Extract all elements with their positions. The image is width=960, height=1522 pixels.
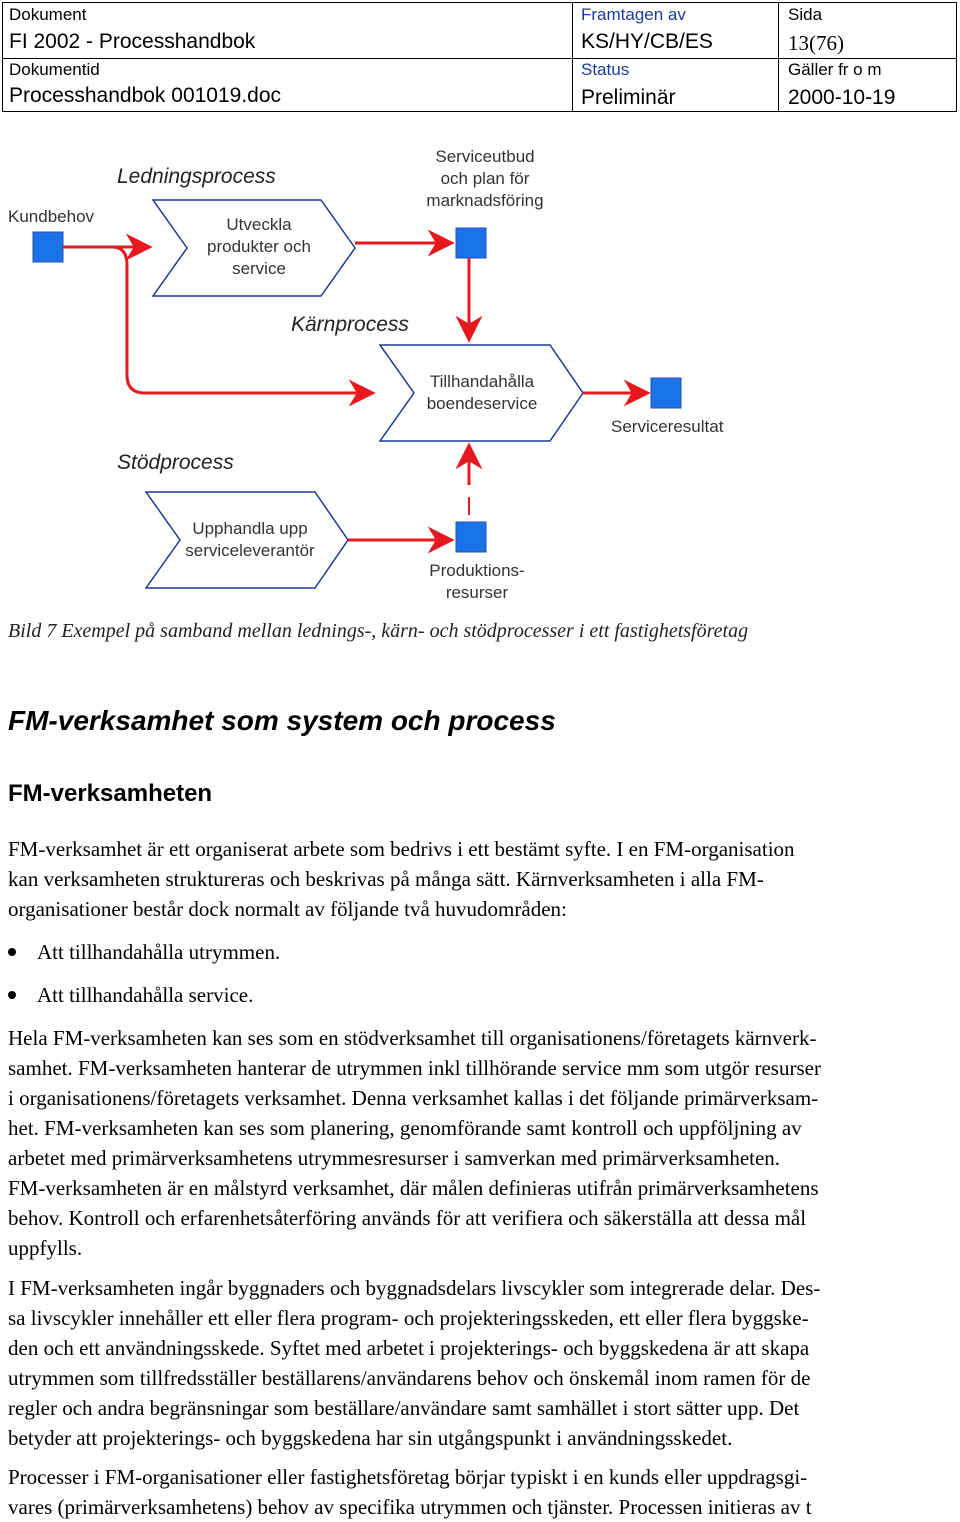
list-item: Att tillhandahålla utrymmen. <box>8 937 280 967</box>
paragraph-2: Hela FM-verksamheten kan ses som en stödverksamhet till organisationens/företagets kärnverk- samhet. FM-verksamheten hanterar de utrymmen inkl tillhörande service mm som utgör resurser i organisationens/företagets verksamhet. Denna verksamhet kallas i det följande primärverksam- het. FM-verksamheten kan ses som planering, genomförande samt kontroll och uppföljning av arbetet med primärverksamhetens utrymmesresurser i samverkan med primärverksamheten. FM-verksamheten är en målstyrd verksamhet, där målen definieras utifrån primärverksamhetens behov. Kontroll och erfarenhetsåterföring används för att verifiera och säkerställa att dessa mål uppfylls. <box>8 1026 821 1260</box>
paragraph-1: FM-verksamhet är ett organiserat arbete som bedrivs i ett bestämt syfte. I en FM-organisation kan verksamheten struktureras och beskrivas på många sätt. Kärnverksamheten i alla FM- organisationer består dock normalt av följande två huvudområden: <box>8 837 795 921</box>
sida-value: 13(76) <box>788 31 844 55</box>
kundbehov-label: Kundbehov <box>8 207 95 226</box>
utveckla-label: Utveckla produkter och service <box>207 215 311 278</box>
serviceutbud-label: Serviceutbud och plan för marknadsföring <box>426 147 544 210</box>
list-item: Att tillhandahålla service. <box>8 980 253 1010</box>
bullet-icon <box>8 948 16 956</box>
upphandla-label: Upphandla upp serviceleverantör <box>185 519 315 560</box>
dokument-value: FI 2002 - Processhandbok <box>9 30 256 53</box>
paragraph-4: Processer i FM-organisationer eller fastighetsföretag börjar typiskt i en kunds eller uppdragsgi- vares (primärverksamhetens) behov av specifika utrymmen och tjänster. Processen initieras av t <box>8 1465 812 1519</box>
header-divider <box>572 3 573 111</box>
framtagen-label: Framtagen av <box>581 5 686 24</box>
figure-caption: Bild 7 Exempel på samband mellan lednings-, kärn- och stödprocesser i ett fastighetsföretag <box>8 620 749 642</box>
dokument-label: Dokument <box>9 5 87 24</box>
produktionsresurser-node <box>456 522 486 552</box>
subsection-heading: FM-verksamheten <box>8 780 213 807</box>
galler-value: 2000-10-19 <box>788 86 896 109</box>
stodprocess-label: Stödprocess <box>117 451 234 474</box>
framtagen-value: KS/HY/CB/ES <box>581 30 713 53</box>
status-label: Status <box>581 60 630 79</box>
produktionsresurser-label: Produktions- resurser <box>429 561 525 602</box>
tillhandahalla-label: Tillhandahålla boendeservice <box>426 372 538 413</box>
dokumentid-label: Dokumentid <box>9 60 100 79</box>
dokumentid-value: Processhandbok 001019.doc <box>9 84 282 107</box>
serviceutbud-node <box>456 228 486 258</box>
kundbehov-node <box>33 232 63 262</box>
serviceresultat-label: Serviceresultat <box>611 417 724 436</box>
bullet-icon <box>8 991 16 999</box>
process-diagram <box>0 130 960 610</box>
header-divider <box>3 58 956 59</box>
section-heading: FM-verksamhet som system och process <box>8 705 556 736</box>
document-header <box>2 2 957 112</box>
galler-label: Gäller fr o m <box>788 60 882 79</box>
header-divider <box>778 3 779 111</box>
serviceresultat-node <box>651 378 681 408</box>
paragraph-3: I FM-verksamheten ingår byggnaders och byggnadsdelars livscykler som integrerade delar. Des- sa livscykler innehåller ett eller flera program- och projekteringsskeden, ett eller flera byggske- den och ett användningsskede. Syftet med arbetet i projekterings- och byggskedena är att skapa utrymmen som tillfredsställer beställarens/användarens behov och önskemål inom ramen för de regler och andra begränsningar som beställare/användare samt samhället i stort sätter upp. Det betyder att projekterings- och byggskedena har sin utgångspunkt i användningsskedet. <box>8 1276 821 1450</box>
status-value: Preliminär <box>581 86 676 109</box>
sida-label: Sida <box>788 5 823 24</box>
karnprocess-label: Kärnprocess <box>291 313 409 336</box>
ledningsprocess-label: Ledningsprocess <box>117 165 276 188</box>
